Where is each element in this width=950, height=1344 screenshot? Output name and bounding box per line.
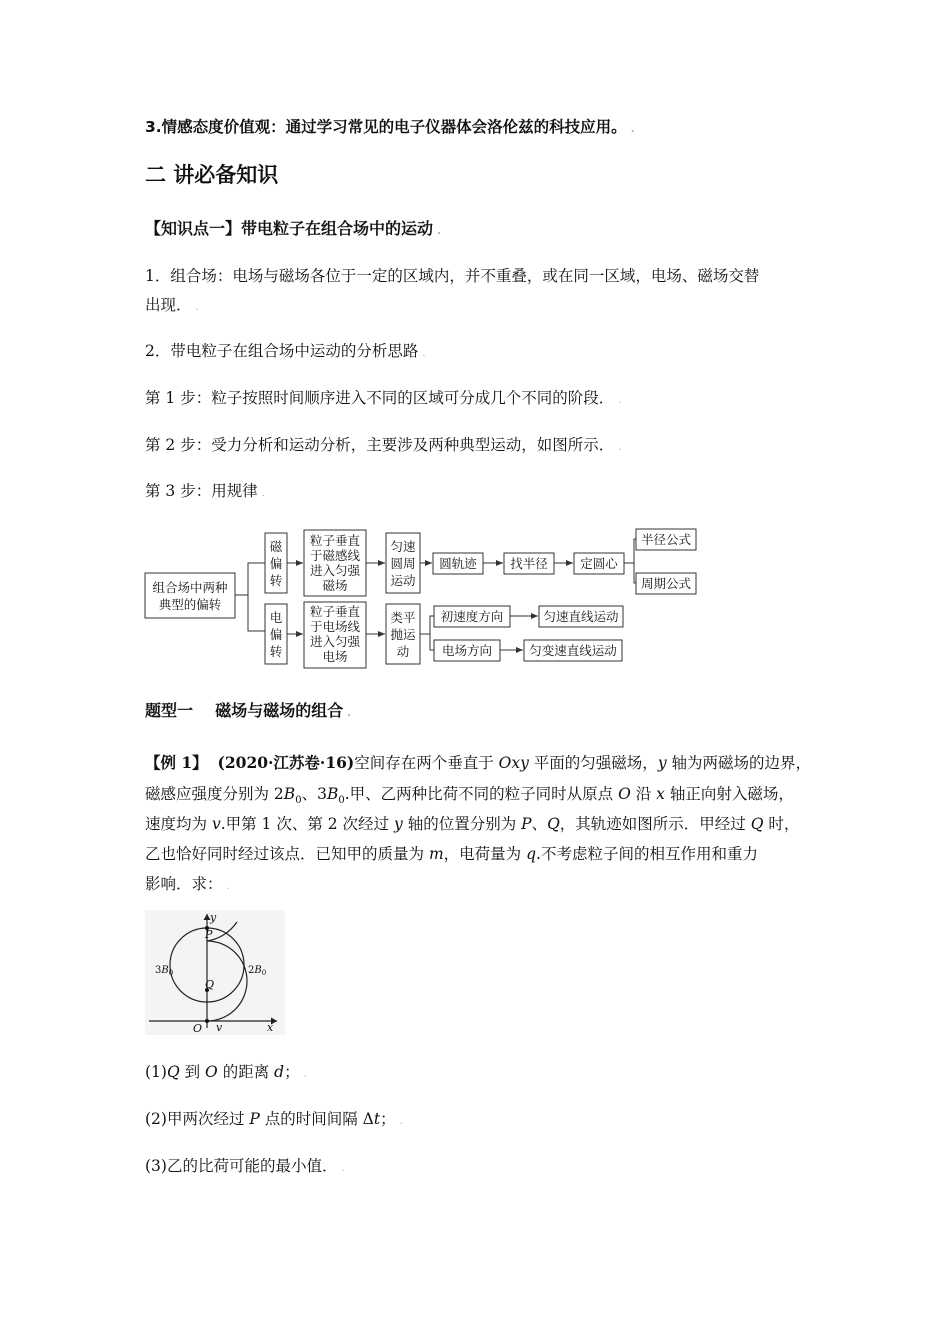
- var-oxy: Oxy: [498, 754, 529, 772]
- flow-ele-char-3: 转: [269, 644, 283, 659]
- flow-period-formula-label: 周期公式: [640, 576, 692, 591]
- example-1-line-5: 影响．求： .: [145, 875, 230, 893]
- flow-projectile-line-3: 动: [396, 644, 410, 659]
- knowledge-point-title-text: 【知识点一】带电粒子在组合场中的运动: [145, 219, 434, 238]
- velocity-label: v: [216, 1021, 223, 1034]
- var-v: v: [211, 815, 221, 833]
- example-1-line-3: [145, 813, 799, 835]
- point-p-label: P: [205, 928, 213, 941]
- question-3: (3)乙的比荷可能的最小值． .: [145, 1157, 345, 1175]
- paragraph-1-line-1: 1．组合场：电场与磁场各位于一定的区域内，并不重叠，或在同一区域，电场、磁场交替: [145, 267, 760, 285]
- example-1-line-2-text-a: 磁感应强度分别为 2: [145, 785, 284, 803]
- step-1: 第 1 步：粒子按照时间顺序进入不同的区域可分成几个不同的阶段． .: [145, 389, 622, 407]
- flow-radius-formula-label: 半径公式: [640, 532, 692, 547]
- var-q: Q: [166, 1063, 180, 1081]
- flow-mag-char-1: 磁: [269, 539, 283, 554]
- flow-field-dir-label: 电场方向: [441, 643, 493, 658]
- flow-init-dir-label: 初速度方向: [440, 609, 504, 624]
- example-label: 【例 1】: [145, 753, 208, 772]
- var-y: y: [394, 815, 403, 833]
- example-source: (2020·江苏卷·16): [217, 753, 355, 772]
- question-type-title: 题型一 磁场与磁场的组合 .: [145, 701, 352, 720]
- example-1-line-2-text-d: 沿: [630, 785, 657, 803]
- flow-mag-cond-line-1: 粒子垂直: [309, 533, 361, 548]
- example-1-line-4-text-c: .不考虑粒子间的相互作用和重力: [536, 845, 758, 863]
- paragraph-2-text: 2．带电粒子在组合场中运动的分析思路: [145, 342, 419, 360]
- example-1-line-2-text-c: .甲、乙两种比荷不同的粒子同时从原点: [344, 785, 619, 803]
- example-1-line-1-text-b: 平面的匀强磁场，: [528, 754, 658, 772]
- flow-mag-cond-line-4: 磁场: [322, 578, 348, 593]
- example-1-line-3-text-f: 时，: [763, 815, 800, 833]
- flow-root-line-2: 典型的偏转: [158, 597, 222, 612]
- objective-item-3: 3.情感态度价值观：通过学习常见的电子仪器体会洛伦兹的科技应用。 .: [145, 118, 635, 136]
- flow-branch-connector: [420, 616, 434, 634]
- question-2-text-a: (2)甲两次经过: [145, 1110, 250, 1128]
- step-2-text: 第 2 步：受力分析和运动分析，主要涉及两种典型运动，如图所示．: [145, 436, 615, 454]
- question-3-text: (3)乙的比荷可能的最小值．: [145, 1157, 338, 1175]
- flow-ele-cond-line-4: 电场: [322, 649, 348, 664]
- var-b: B: [283, 785, 296, 803]
- x-axis-label: x: [267, 1021, 274, 1034]
- flow-branch-connector: [624, 539, 636, 563]
- flow-track-label: 圆轨迹: [439, 556, 477, 571]
- flow-ele-cond-line-3: 进入匀强: [309, 634, 361, 649]
- flow-projectile-line-2: 抛运: [390, 627, 416, 642]
- example-1-line-1-text-a: 空间存在两个垂直于: [354, 754, 499, 772]
- point-q-label: Q: [205, 978, 215, 991]
- var-o: O: [205, 1063, 218, 1081]
- question-2-text-c: ；: [380, 1110, 396, 1128]
- question-2-text-b: 点的时间间隔 Δ: [259, 1110, 374, 1128]
- flow-branch-connector: [235, 563, 265, 595]
- example-1-line-2: [145, 783, 794, 812]
- var-q: Q: [547, 815, 560, 833]
- example-1-line-4: [145, 843, 758, 865]
- question-1-text-a: (1): [145, 1063, 167, 1081]
- var-o: O: [618, 785, 631, 803]
- paragraph-2: 2．带电粒子在组合场中运动的分析思路 .: [145, 342, 426, 360]
- question-type-title-text: 题型一 磁场与磁场的组合: [145, 701, 344, 720]
- knowledge-point-title: 【知识点一】带电粒子在组合场中的运动 .: [145, 219, 441, 238]
- y-axis-label: y: [210, 911, 217, 924]
- example-1-line-3-text-d: 、: [531, 815, 548, 833]
- example-1-line-3-text-c: 轴的位置分别为: [402, 815, 522, 833]
- var-m: m: [428, 845, 444, 863]
- flow-ele-cond-line-2: 于电场线: [309, 619, 361, 634]
- flow-accel-line-label: 匀变速直线运动: [529, 643, 617, 658]
- flow-radius-label: 找半径: [510, 556, 548, 571]
- example-1-line-4-text-b: ，电荷量为: [443, 845, 527, 863]
- flow-center-label: 定圆心: [580, 556, 618, 571]
- var-q-charge: q: [526, 845, 537, 863]
- paragraph-1-line-2: 出现． .: [145, 296, 199, 314]
- flow-circular-line-1: 匀速: [390, 539, 416, 554]
- var-b: B: [326, 785, 339, 803]
- var-q: Q: [750, 815, 764, 833]
- var-d: d: [274, 1063, 285, 1081]
- step-3: 第 3 步：用规律 .: [145, 482, 265, 500]
- example-1-line-3-text-e: ，其轨迹如图所示．甲经过: [559, 815, 751, 833]
- question-2: (2)甲两次经过 P 点的时间间隔 Δt； .: [145, 1110, 403, 1128]
- var-x: x: [656, 785, 665, 803]
- flow-mag-cond-line-2: 于磁感线: [309, 548, 361, 563]
- var-p: P: [521, 815, 532, 833]
- question-1: (1)Q 到 O 的距离 d； .: [145, 1063, 307, 1081]
- flow-ele-char-2: 偏: [269, 627, 283, 642]
- example-1-line-3-text-b: .甲第 1 次、第 2 次经过: [220, 815, 394, 833]
- var-b-sub: 0: [338, 795, 345, 807]
- example-1-line-5-text: 影响．求：: [145, 875, 223, 893]
- flowchart-diagram: [140, 520, 720, 670]
- step-3-text: 第 3 步：用规律: [145, 482, 258, 500]
- right-field-symbol: B: [254, 965, 262, 976]
- step-2: 第 2 步：受力分析和运动分析，主要涉及两种典型运动，如图所示． .: [145, 436, 622, 454]
- flow-projectile-line-1: 类平: [390, 610, 416, 625]
- point-o-dot: [205, 1019, 209, 1023]
- objective-item-3-text: 3.情感态度价值观：通过学习常见的电子仪器体会洛伦兹的科技应用。: [145, 118, 627, 136]
- left-field-coef: 3: [155, 965, 162, 976]
- var-p: P: [249, 1110, 260, 1128]
- example-1-line-1: [145, 752, 811, 774]
- question-1-text-c: 的距离: [217, 1063, 275, 1081]
- right-field-coef: 2: [248, 965, 255, 976]
- var-y: y: [657, 754, 667, 772]
- example-1-line-2-text-b: 、3: [301, 785, 327, 803]
- flow-ele-cond-line-1: 粒子垂直: [309, 604, 361, 619]
- flow-mag-char-2: 偏: [269, 556, 283, 571]
- flow-branch-connector: [248, 595, 265, 631]
- example-1-line-1-text-c: 轴为两磁场的边界，: [666, 754, 812, 772]
- flow-circular-line-3: 运动: [390, 573, 416, 588]
- example-1-line-4-text-a: 乙也恰好同时经过该点．已知甲的质量为: [145, 845, 429, 863]
- flow-root-line-1: 组合场中两种: [152, 580, 228, 595]
- example-1-line-2-text-e: 轴正向射入磁场，: [664, 785, 794, 803]
- flow-mag-cond-line-3: 进入匀强: [309, 563, 361, 578]
- point-o-label: O: [193, 1022, 203, 1035]
- flow-mag-char-3: 转: [269, 573, 283, 588]
- section-heading: 二 讲必备知识: [145, 163, 279, 187]
- flow-uniform-line-label: 匀速直线运动: [543, 609, 619, 624]
- left-field-sub: 0: [168, 969, 174, 977]
- var-b-sub: 0: [295, 795, 302, 807]
- left-field-symbol: B: [161, 965, 169, 976]
- var-t: t: [373, 1110, 381, 1128]
- step-1-text: 第 1 步：粒子按照时间顺序进入不同的区域可分成几个不同的阶段．: [145, 389, 615, 407]
- flow-ele-char-1: 电: [269, 610, 283, 625]
- right-field-sub: 0: [261, 969, 267, 977]
- example-1-line-3-text-a: 速度均为: [145, 815, 212, 833]
- question-1-text-e: ；: [284, 1063, 300, 1081]
- flow-branch-connector: [430, 634, 434, 650]
- flow-circular-line-2: 圆周: [390, 556, 416, 571]
- trajectory-figure: [145, 910, 285, 1035]
- question-1-text-b: 到: [179, 1063, 206, 1081]
- paragraph-1-line-2-text: 出现．: [145, 296, 192, 314]
